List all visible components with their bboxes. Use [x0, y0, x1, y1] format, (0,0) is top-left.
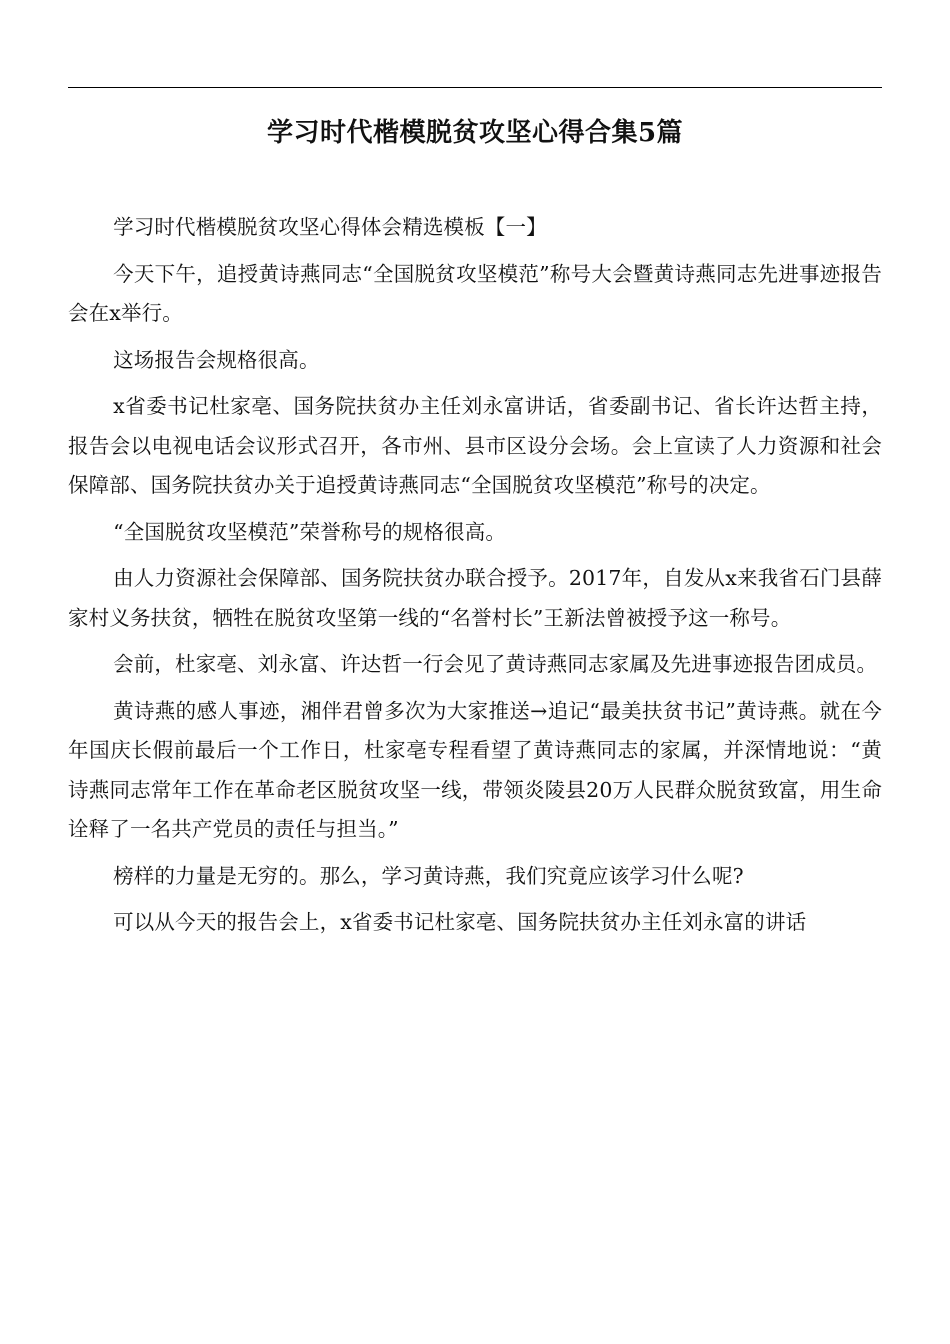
- paragraph: “全国脱贫攻坚模范”荣誉称号的规格很高。: [113, 519, 507, 544]
- paragraph: 黄诗燕的感人事迹，湘伴君曾多次为大家推送→追记“最美扶贫书记”黄诗燕。就在今年国庆长假前最后一个工作日，杜家亳专程看望了黄诗燕同志的家属，并深情地说：“黄诗燕同志常年工作在革命老区脱贫攻坚一线，带领炎陵县20万人民群众脱贫致富，用生命诠释了一名共产党员的责任与担当。”: [68, 698, 882, 841]
- paragraph: 这场报告会规格很高。: [113, 347, 320, 372]
- top-rule: [68, 87, 882, 88]
- paragraph: 可以从今天的报告会上，x省委书记杜家亳、国务院扶贫办主任刘永富的讲话: [113, 910, 807, 934]
- paragraph: 由人力资源社会保障部、国务院扶贫办联合授予。2017年，自发从x来我省石门县薛家村义务扶贫，牺牲在脱贫攻坚第一线的“名誉村长”王新法曾被授予这一称号。: [68, 566, 882, 630]
- paragraph: 榜样的力量是无穷的。那么，学习黄诗燕，我们究竟应该学习什么呢?: [113, 863, 744, 888]
- section-heading: 学习时代楷模脱贫攻坚心得体会精选模板【一】: [113, 215, 547, 239]
- paragraph: x省委书记杜家亳、国务院扶贫办主任刘永富讲话，省委副书记、省长许达哲主持，报告会以电视电话会议形式召开，各市州、县市区设分会场。会上宣读了人力资源和社会保障部、国务院扶贫办关于追授黄诗燕同志“全国脱贫攻坚模范”称号的决定。: [68, 394, 882, 497]
- document-title: 学习时代楷模脱贫攻坚心得合集5篇: [266, 118, 684, 149]
- paragraph: 今天下午，追授黄诗燕同志“全国脱贫攻坚模范”称号大会暨黄诗燕同志先进事迹报告会在x举行。: [68, 261, 882, 325]
- paragraph: 会前，杜家亳、刘永富、许达哲一行会见了黄诗燕同志家属及先进事迹报告团成员。: [113, 652, 878, 676]
- document-body: [68, 208, 882, 950]
